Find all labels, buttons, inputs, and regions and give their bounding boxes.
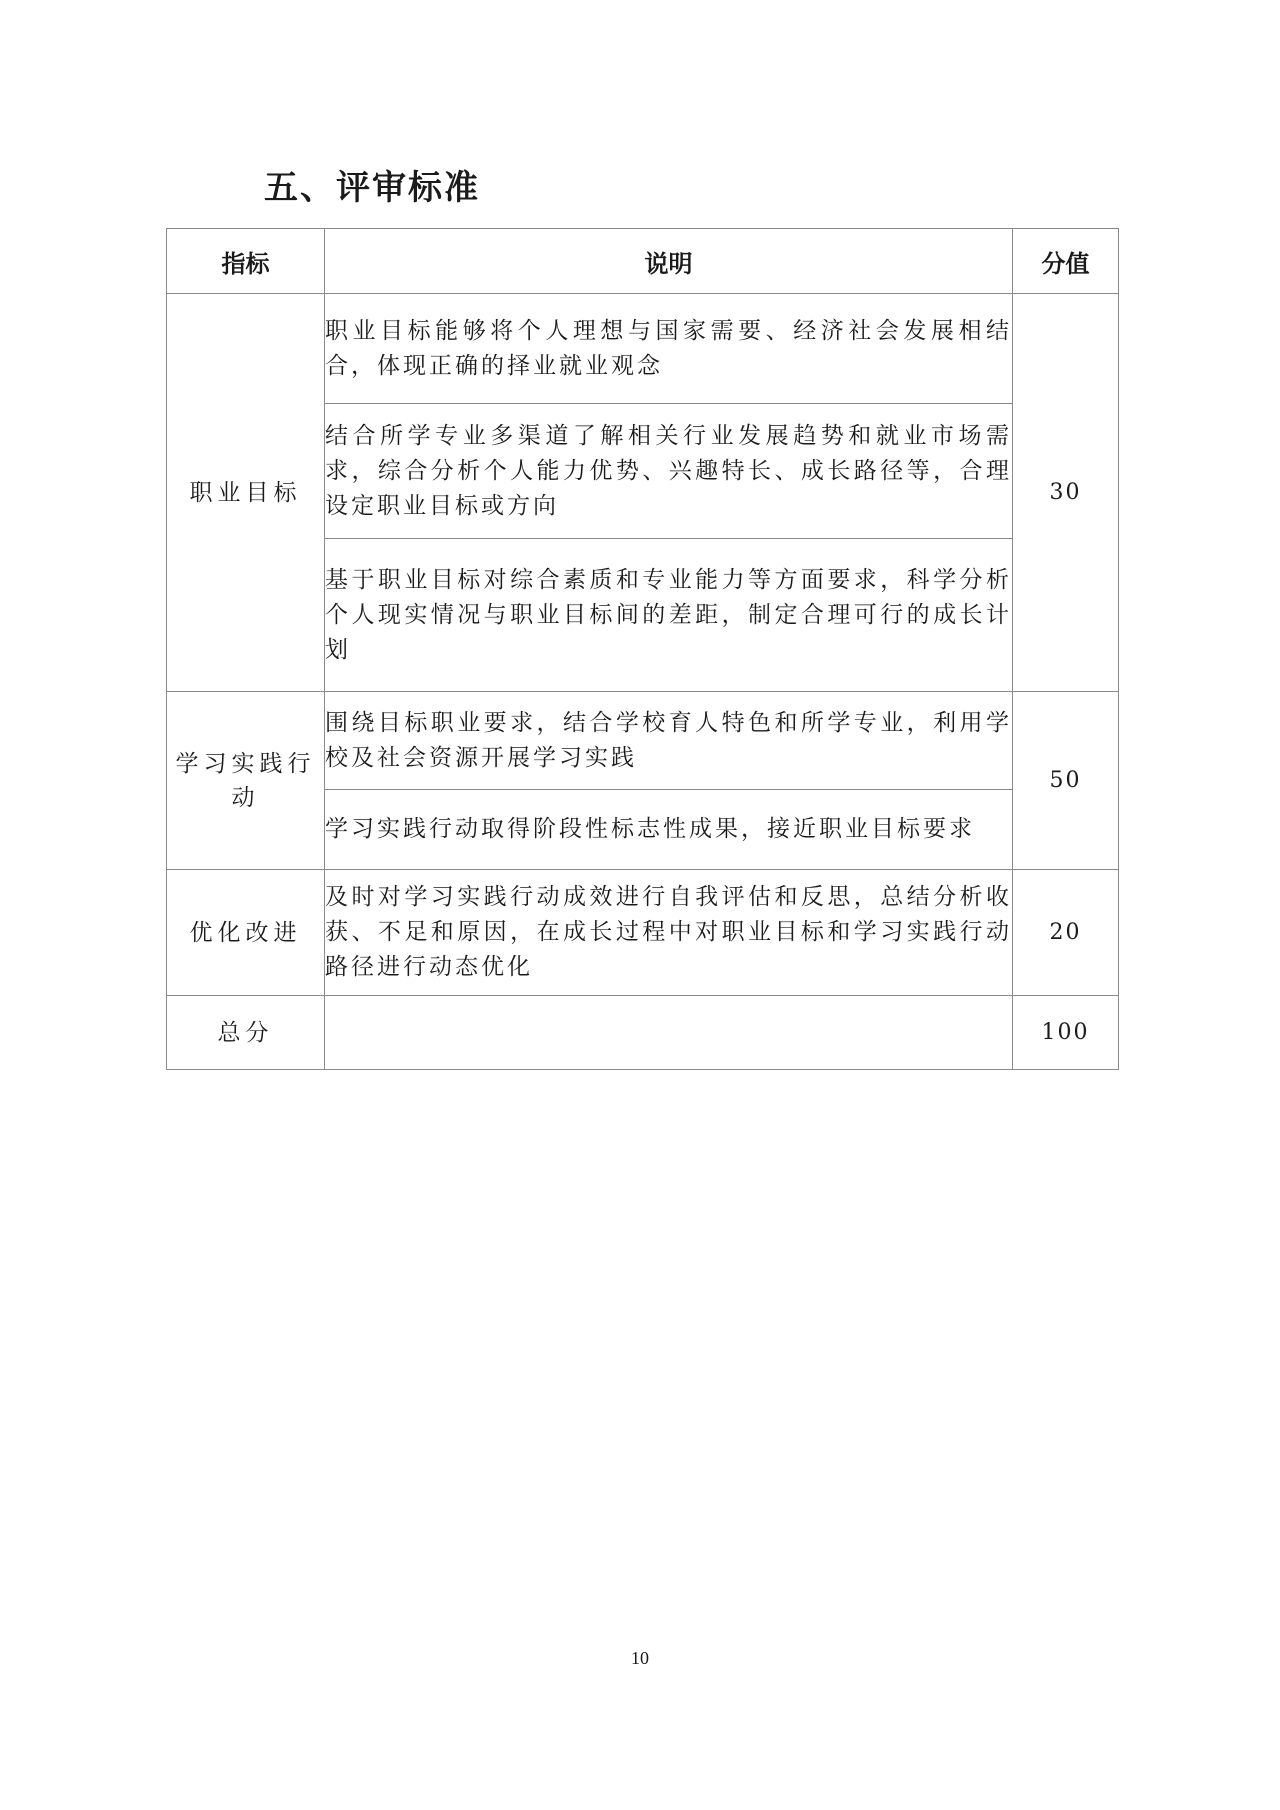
header-row xyxy=(167,229,1119,294)
total-description xyxy=(325,996,1013,1070)
header-score: 分值 xyxy=(1013,229,1119,294)
table-row xyxy=(167,692,1119,790)
score-learning-practice: 50 xyxy=(1013,692,1119,870)
criterion-description: 学习实践行动取得阶段性标志性成果，接近职业目标要求 xyxy=(325,790,1013,870)
criterion-description: 及时对学习实践行动成效进行自我评估和反思，总结分析收获、不足和原因，在成长过程中对职业目标和学习实践行动路径进行动态优化 xyxy=(325,870,1013,996)
criterion-description: 基于职业目标对综合素质和专业能力等方面要求，科学分析个人现实情况与职业目标间的差距，制定合理可行的成长计划 xyxy=(325,539,1013,692)
header-indicator: 指标 xyxy=(167,229,325,294)
table-row xyxy=(167,870,1119,996)
indicator-career-goal: 职业目标 xyxy=(167,294,325,692)
score-optimization: 20 xyxy=(1013,870,1119,996)
criteria-table xyxy=(166,228,1119,1070)
total-row xyxy=(167,996,1119,1070)
criterion-description: 结合所学专业多渠道了解相关行业发展趋势和就业市场需求，综合分析个人能力优势、兴趣特长、成长路径等，合理设定职业目标或方向 xyxy=(325,404,1013,539)
section-title: 五、评审标准 xyxy=(264,168,480,208)
header-description: 说明 xyxy=(325,229,1013,294)
table-row xyxy=(167,294,1119,404)
total-label: 总分 xyxy=(167,996,325,1070)
indicator-optimization: 优化改进 xyxy=(167,870,325,996)
score-career-goal: 30 xyxy=(1013,294,1119,692)
criterion-description: 围绕目标职业要求，结合学校育人特色和所学专业，利用学校及社会资源开展学习实践 xyxy=(325,692,1013,790)
criterion-description: 职业目标能够将个人理想与国家需要、经济社会发展相结合，体现正确的择业就业观念 xyxy=(325,294,1013,404)
indicator-learning-practice: 学习实践行动 xyxy=(167,692,325,870)
page-number: 10 xyxy=(631,1648,649,1668)
total-score: 100 xyxy=(1013,996,1119,1070)
